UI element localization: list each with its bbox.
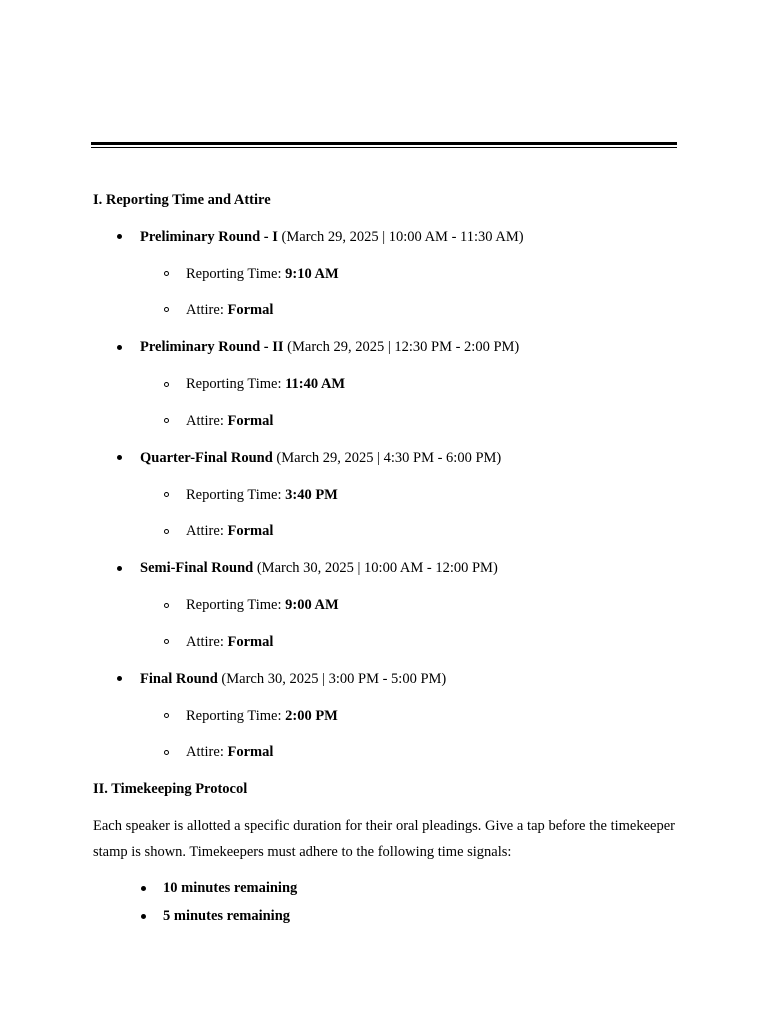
round-3-name: Quarter-Final Round — [140, 450, 273, 466]
sub-bullet-icon — [164, 639, 169, 644]
round-2-schedule: (March 29, 2025 | 12:30 PM - 2:00 PM) — [287, 339, 520, 355]
attire-value: Formal — [227, 302, 274, 318]
round-4-schedule: (March 30, 2025 | 10:00 AM - 12:00 PM) — [256, 560, 498, 576]
header-rule-thin — [91, 147, 677, 148]
sub-bullet-icon — [164, 492, 169, 497]
bullet-icon — [117, 566, 122, 571]
reporting-label: Reporting Time: — [186, 708, 286, 724]
round-1-name: Preliminary Round - I — [140, 229, 278, 245]
round-1-reporting — [186, 265, 339, 283]
round-5-reporting — [186, 707, 338, 725]
sub-bullet-icon — [164, 713, 169, 718]
section-2-heading: II. Timekeeping Protocol — [93, 781, 248, 797]
signal-item-1: 10 minutes remaining — [163, 880, 298, 896]
reporting-time: 3:40 PM — [285, 487, 338, 503]
attire-value: Formal — [227, 634, 274, 650]
sub-bullet-icon — [164, 529, 169, 534]
round-2-attire — [186, 412, 273, 430]
sub-bullet-icon — [164, 750, 169, 755]
round-3-schedule: (March 29, 2025 | 4:30 PM - 6:00 PM) — [276, 450, 502, 466]
reporting-time: 9:10 AM — [285, 266, 339, 282]
timekeeping-paragraph: Each speaker is allotted a specific duration for their oral pleadings. Give a tap before the timekeeper stamp is shown. Timekeepers must adhere to the following time signals: — [93, 818, 675, 860]
round-2-reporting — [186, 375, 345, 393]
attire-label: Attire: — [186, 744, 228, 760]
bullet-icon — [117, 676, 122, 681]
attire-value: Formal — [227, 744, 274, 760]
round-4-line — [140, 559, 498, 577]
reporting-time: 9:00 AM — [285, 597, 339, 613]
attire-label: Attire: — [186, 413, 228, 429]
header-rule-thick — [91, 142, 677, 145]
sub-bullet-icon — [164, 271, 169, 276]
round-5-name: Final Round — [140, 671, 218, 687]
bullet-icon — [117, 345, 122, 350]
sub-bullet-icon — [164, 307, 169, 312]
round-1-line — [140, 228, 524, 246]
round-4-reporting — [186, 596, 339, 614]
bullet-icon — [141, 886, 146, 891]
round-4-attire — [186, 633, 273, 651]
round-3-reporting — [186, 486, 338, 504]
sub-bullet-icon — [164, 418, 169, 423]
sub-bullet-icon — [164, 382, 169, 387]
reporting-time: 2:00 PM — [285, 708, 338, 724]
reporting-label: Reporting Time: — [186, 266, 286, 282]
round-3-line — [140, 449, 501, 467]
sub-bullet-icon — [164, 603, 169, 608]
bullet-icon — [117, 455, 122, 460]
round-3-attire — [186, 522, 273, 540]
round-4-name: Semi-Final Round — [140, 560, 254, 576]
section-1-heading: I. Reporting Time and Attire — [93, 192, 271, 208]
attire-value: Formal — [227, 523, 274, 539]
bullet-icon — [117, 234, 122, 239]
signal-item-2: 5 minutes remaining — [163, 908, 291, 924]
bullet-icon — [141, 914, 146, 919]
attire-label: Attire: — [186, 523, 228, 539]
reporting-label: Reporting Time: — [186, 487, 286, 503]
attire-value: Formal — [227, 413, 274, 429]
reporting-label: Reporting Time: — [186, 376, 286, 392]
reporting-label: Reporting Time: — [186, 597, 286, 613]
round-5-attire — [186, 743, 273, 761]
round-1-attire — [186, 301, 273, 319]
round-2-name: Preliminary Round - II — [140, 339, 284, 355]
round-2-line — [140, 338, 519, 356]
round-1-schedule: (March 29, 2025 | 10:00 AM - 11:30 AM) — [281, 229, 524, 245]
round-5-schedule: (March 30, 2025 | 3:00 PM - 5:00 PM) — [221, 671, 447, 687]
round-5-line — [140, 670, 446, 688]
attire-label: Attire: — [186, 634, 228, 650]
reporting-time: 11:40 AM — [285, 376, 346, 392]
attire-label: Attire: — [186, 302, 228, 318]
